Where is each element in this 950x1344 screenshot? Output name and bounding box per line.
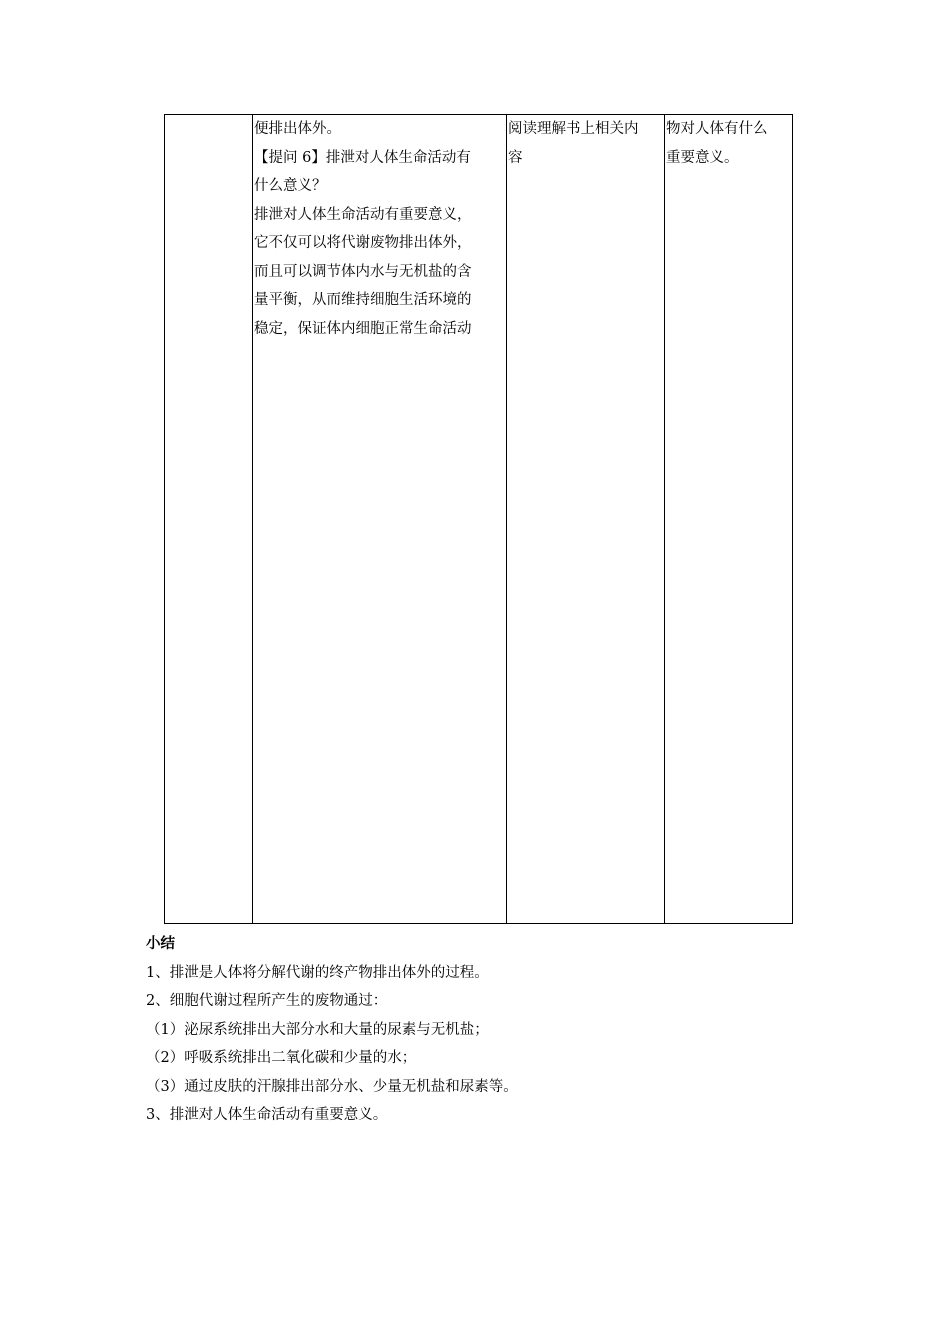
summary-section <box>146 930 806 1130</box>
design-intent-line: 物对人体有什么 <box>666 121 768 137</box>
student-activity-line: 阅读理解书上相关内 <box>508 121 639 137</box>
summary-line: 1、排泄是人体将分解代谢的终产物排出体外的过程。 <box>146 964 489 981</box>
teacher-activity-line: 便排出体外。 <box>254 121 341 137</box>
lesson-table <box>164 114 793 924</box>
summary-line: （2）呼吸系统排出二氧化碳和少量的水； <box>146 1050 417 1066</box>
summary-line: （3）通过皮肤的汗腺排出部分水、少量无机盐和尿素等。 <box>146 1078 518 1095</box>
summary-line: 3、排泄对人体生命活动有重要意义。 <box>146 1107 388 1123</box>
table-cell-design-intent <box>665 115 793 924</box>
table-cell-stage <box>165 115 253 924</box>
summary-line: （1）泌尿系统排出大部分水和大量的尿素与无机盐； <box>146 1021 489 1038</box>
table-row <box>165 115 793 924</box>
student-activity-line: 容 <box>508 149 523 166</box>
teacher-activity-line: 它不仅可以将代谢废物排出体外， <box>254 235 472 251</box>
summary-title: 小结 <box>146 936 175 952</box>
teacher-activity-line: 什么意义？ <box>254 178 327 194</box>
table-cell-student-activity <box>507 115 665 924</box>
teacher-activity-line: 稳定，保证体内细胞正常生命活动 <box>254 320 472 337</box>
teacher-activity-line: 排泄对人体生命活动有重要意义， <box>254 206 472 223</box>
teacher-activity-line: 而且可以调节体内水与无机盐的含 <box>254 263 472 280</box>
summary-line: 2、细胞代谢过程所产生的废物通过： <box>146 993 388 1009</box>
teacher-activity-line: 量平衡，从而维持细胞生活环境的 <box>254 292 472 308</box>
table-cell-teacher-activity <box>253 115 507 924</box>
design-intent-line: 重要意义。 <box>666 149 739 166</box>
teacher-activity-line: 【提问 6】排泄对人体生命活动有 <box>254 149 471 166</box>
